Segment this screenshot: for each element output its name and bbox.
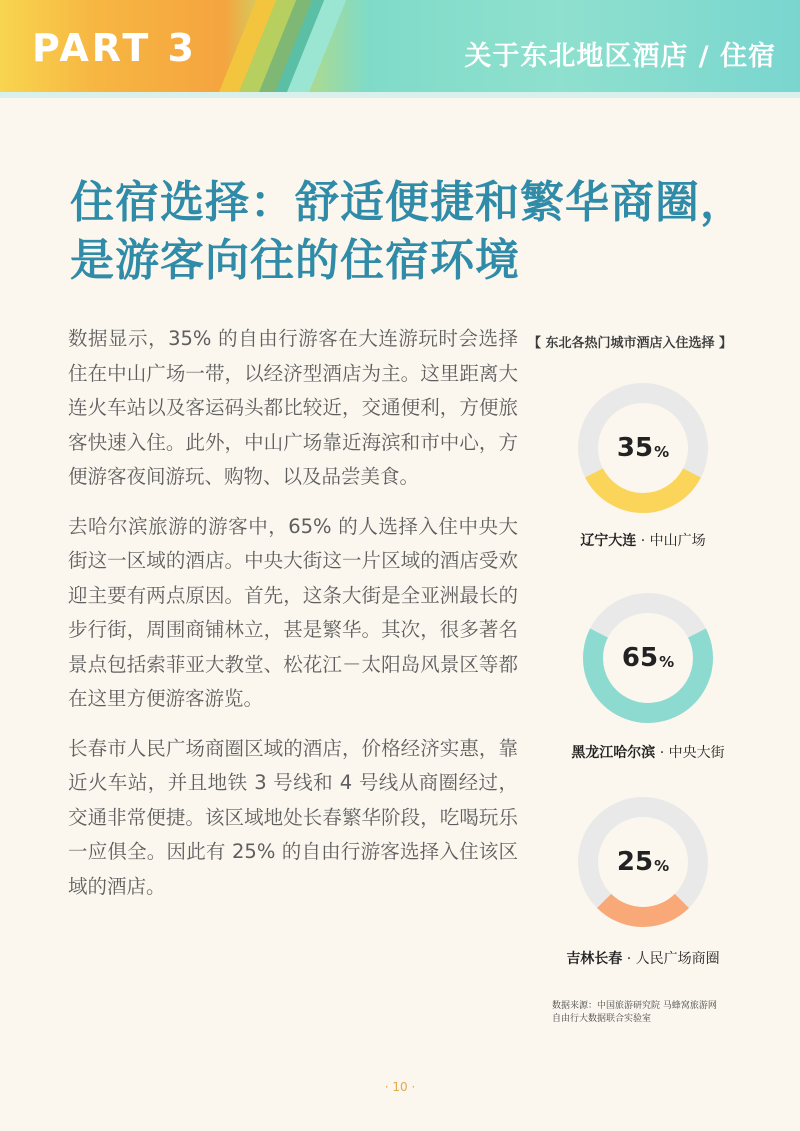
paragraph-harbin: 去哈尔滨旅游的游客中，65% 的人选择入住中央大街这一区域的酒店。中央大街这一片区域的酒店受欢迎主要有两点原因。首先，这条大街是全亚洲最长的步行街，周围商铺林立，甚是繁华。其次，很多著名景点包括索菲亚大教堂、松花江－太阳岛风景区等都在这里方便游客游览。 <box>68 514 518 710</box>
donut-value-number: 35 <box>616 433 654 463</box>
area-name: · 人民广场商圈 <box>626 951 720 967</box>
donut-value <box>578 588 718 728</box>
page-number: · 10 · <box>384 1080 416 1094</box>
area-name: · 中央大街 <box>659 745 725 761</box>
donut-value <box>573 792 713 932</box>
header-divider <box>0 92 800 98</box>
page-headline <box>70 174 770 290</box>
chart-title: 【 东北各热门城市酒店入住选择 】 <box>528 336 733 351</box>
source-line-1: 数据来源：中国旅游研究院 马蜂窝旅游网 <box>552 1001 717 1011</box>
area-name: · 中山广场 <box>640 533 706 549</box>
donut-label-changchun <box>518 948 768 968</box>
part-label: PART 3 <box>32 26 197 70</box>
section-title: 关于东北地区酒店 / 住宿 <box>464 41 776 72</box>
donut-value-unit: % <box>659 653 675 671</box>
donut-chart-changchun <box>573 792 713 932</box>
donut-value <box>573 378 713 518</box>
donut-value-number: 65 <box>621 643 659 673</box>
paragraph-changchun: 长春市人民广场商圈区域的酒店，价格经济实惠，靠近火车站，并且地铁 3 号线和 4 号线从商圈经过，交通非常便捷。该区域地处长春繁华阶段，吃喝玩乐一应俱全。因此有 25% 的自由行游客选择入住该区域的酒店。 <box>68 736 518 898</box>
donut-label-harbin <box>523 742 773 762</box>
donut-chart-harbin <box>578 588 718 728</box>
paragraph-dalian: 数据显示，35% 的自由行游客在大连游玩时会选择住在中山广场一带，以经济型酒店为主。这里距离大连火车站以及客运码头都比较近，交通便利，方便旅客快速入住。此外，中山广场靠近海滨和市中心，方便游客夜间游玩、购物、以及品尝美食。 <box>68 327 518 488</box>
data-source-note <box>552 1000 782 1026</box>
headline-line-1: 住宿选择：舒适便捷和繁华商圈， <box>70 177 745 228</box>
header-banner <box>0 0 800 92</box>
donut-value-number: 25 <box>616 847 654 877</box>
donut-value-unit: % <box>654 443 670 461</box>
donut-chart-dalian <box>573 378 713 518</box>
city-name: 黑龙江哈尔滨 <box>571 745 656 761</box>
city-name: 辽宁大连 <box>580 533 637 549</box>
source-line-2: 自由行大数据联合实验室 <box>552 1014 652 1024</box>
headline-line-2: 是游客向往的住宿环境 <box>70 235 520 286</box>
article-body <box>68 322 518 919</box>
city-name: 吉林长春 <box>566 951 623 967</box>
donut-label-dalian <box>518 530 768 550</box>
donut-value-unit: % <box>654 857 670 875</box>
